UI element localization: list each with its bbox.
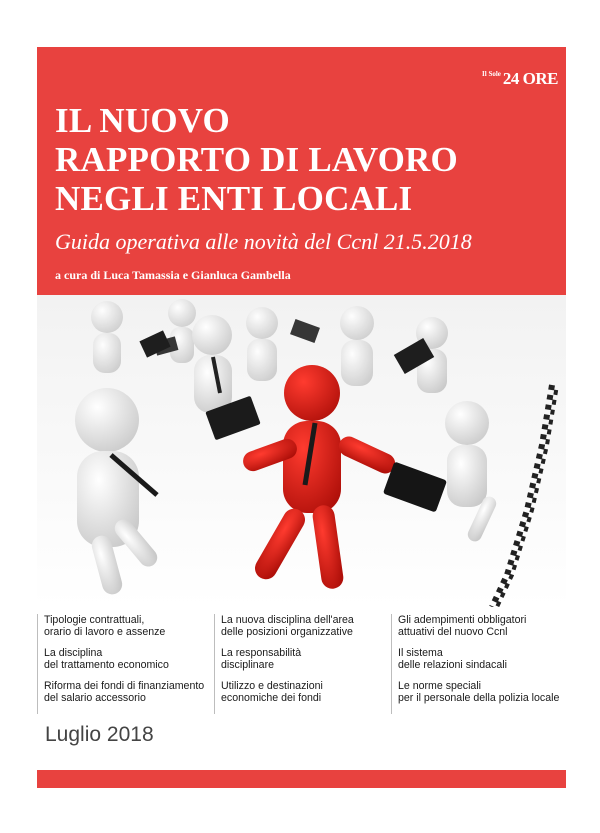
edition-date bbox=[45, 723, 154, 747]
title-line: RAPPORTO DI LAVORO bbox=[55, 140, 458, 179]
edition-year: 2018 bbox=[106, 723, 154, 746]
white-figure bbox=[340, 306, 374, 386]
footer-bar bbox=[37, 770, 566, 788]
topics-column bbox=[37, 614, 205, 714]
title-line: NEGLI ENTI LOCALI bbox=[55, 179, 413, 218]
cover-header bbox=[37, 47, 566, 295]
topics-column bbox=[214, 614, 382, 714]
book-subtitle: Guida operativa alle novità del Ccnl 21.5.2018 bbox=[55, 229, 472, 254]
book-title bbox=[55, 101, 458, 218]
topic-item: La disciplina del trattamento economico bbox=[44, 647, 169, 671]
logo-main-text: 24 ORE bbox=[502, 69, 558, 88]
topic-item: La responsabilità disciplinare bbox=[221, 647, 302, 671]
topic-item: Il sistema delle relazioni sindacali bbox=[398, 647, 507, 671]
topic-item: Gli adempimenti obbligatori attuativi del nuovo Ccnl bbox=[398, 614, 527, 638]
topic-item: Riforma dei fondi di finanziamento del salario accessorio bbox=[44, 680, 205, 704]
topics-column bbox=[391, 614, 566, 714]
edition-month: Luglio bbox=[45, 723, 102, 746]
book-authors: a cura di Luca Tamassia e Gianluca Gambella bbox=[55, 268, 291, 282]
publisher-logo bbox=[482, 69, 558, 89]
logo-small-text: Il Sole bbox=[482, 70, 501, 78]
title-line: IL NUOVO bbox=[55, 101, 230, 140]
cover-illustration bbox=[37, 295, 566, 607]
running-figures-image bbox=[37, 295, 566, 607]
topic-item: Utilizzo e destinazioni economiche dei fondi bbox=[221, 680, 323, 704]
topic-item: Tipologie contrattuali, orario di lavoro e assenze bbox=[44, 614, 166, 638]
topics-section bbox=[37, 614, 566, 714]
topic-item: Le norme speciali per il personale della polizia locale bbox=[398, 680, 560, 704]
topic-item: La nuova disciplina dell'area delle posizioni organizzative bbox=[221, 614, 354, 638]
